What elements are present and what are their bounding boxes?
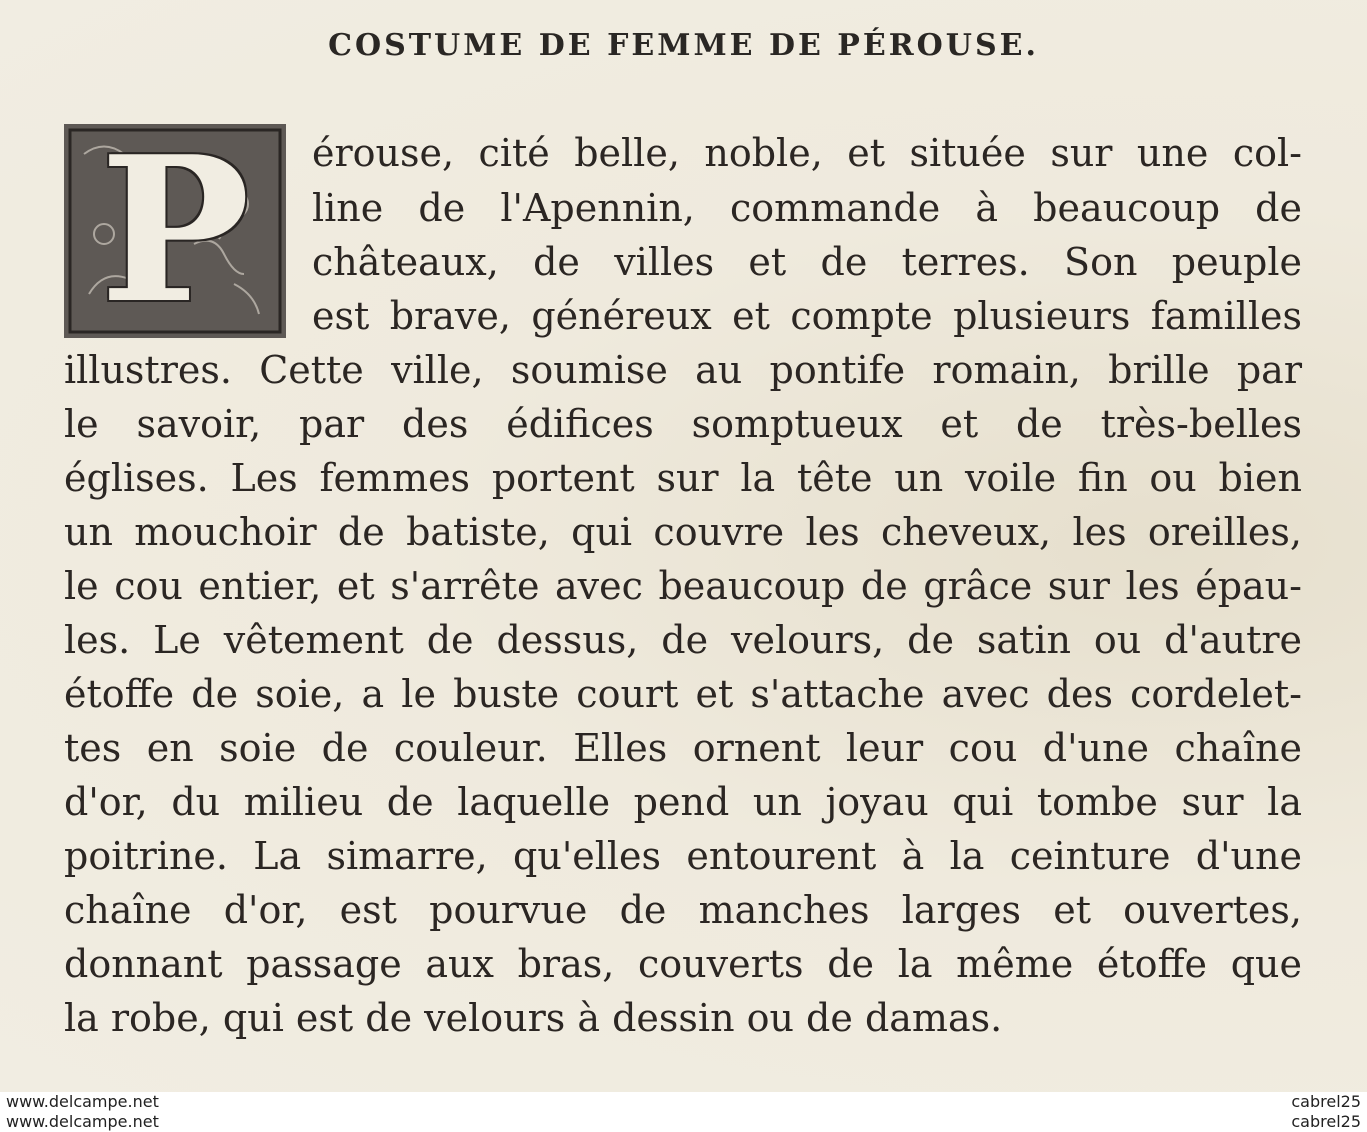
footer-seller-text: cabrel25 [1291, 1112, 1361, 1131]
dropcap-letter: P [99, 113, 251, 348]
text-line: illustres. Cette ville, soumise au pontife romain, brille par [64, 348, 1302, 392]
text-line: églises. Les femmes portent sur la tête un voile fin ou bien [64, 456, 1302, 500]
footer-site-text: www.delcampe.net [6, 1092, 159, 1111]
text-line: étoffe de soie, a le buste court et s'attache avec des cordelet- [64, 672, 1302, 716]
text-line: d'or, du milieu de laquelle pend un joyau qui tombe sur la [64, 780, 1302, 824]
text-line: chaîne d'or, est pourvue de manches larges et ouvertes, [64, 888, 1302, 932]
footer-seller-text: cabrel25 [1291, 1092, 1361, 1111]
text-line: le savoir, par des édifices somptueux et de très-belles [64, 402, 1302, 446]
page-title: COSTUME DE FEMME DE PÉROUSE. [328, 28, 1039, 63]
ornamental-dropcap [64, 113, 286, 348]
watermark-footer [0, 1092, 1367, 1132]
text-line: châteaux, de villes et de terres. Son peuple [312, 240, 1302, 284]
text-line: est brave, généreux et compte plusieurs familles [312, 294, 1302, 338]
text-line: le cou entier, et s'arrête avec beaucoup de grâce sur les épau- [64, 564, 1302, 608]
text-line: érouse, cité belle, noble, et située sur une col- [312, 131, 1302, 175]
footer-site-text: www.delcampe.net [6, 1112, 159, 1131]
text-line: donnant passage aux bras, couverts de la même étoffe que [64, 942, 1302, 986]
text-line: un mouchoir de batiste, qui couvre les cheveux, les oreilles, [64, 510, 1302, 554]
text-line: tes en soie de couleur. Elles ornent leur cou d'une chaîne [64, 726, 1302, 770]
text-line: les. Le vêtement de dessus, de velours, de satin ou d'autre [64, 618, 1302, 662]
text-line: poitrine. La simarre, qu'elles entourent à la ceinture d'une [64, 834, 1302, 878]
text-line-last: la robe, qui est de velours à dessin ou de damas. [64, 996, 1003, 1040]
text-line: line de l'Apennin, commande à beaucoup de [312, 186, 1302, 230]
